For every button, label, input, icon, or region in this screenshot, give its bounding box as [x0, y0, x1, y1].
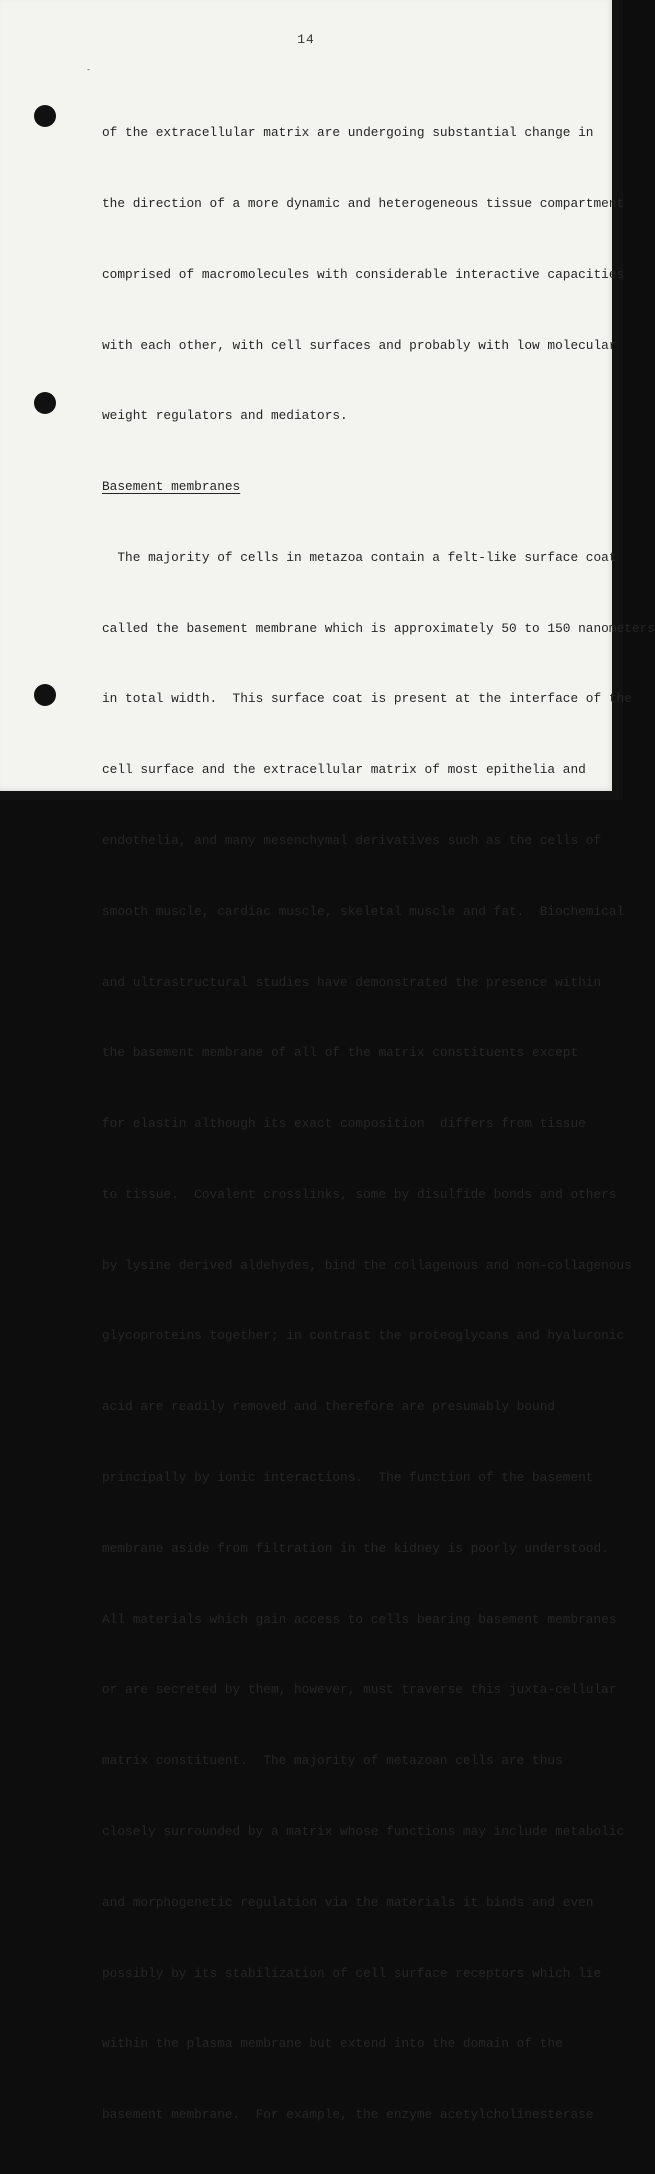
text-line: The majority of cells in metazoa contain a felt-like surface coat: [102, 549, 617, 565]
body-text: [102, 74, 655, 2174]
text-line: of the extracellular matrix are undergoing substantial change in: [102, 125, 594, 141]
text-line: called the basement membrane which is approximately 50 to 150 nanometers: [102, 620, 655, 636]
text-line: endothelia, and many mesenchymal derivatives such as the cells of: [102, 833, 602, 848]
text-line: cell surface and the extracellular matrix of most epithelia and: [102, 762, 586, 778]
text-line: with each other, with cell surfaces and probably with low molecular: [102, 337, 617, 353]
margin-mark: -: [86, 66, 91, 75]
text-line: the direction of a more dynamic and heterogeneous tissue compartment: [102, 195, 625, 211]
punch-hole-bottom: [34, 684, 56, 706]
text-line: within the plasma membrane but extend into the domain of the: [102, 2036, 563, 2052]
text-line: acid are readily removed and therefore are presumably bound: [102, 1399, 556, 1415]
text-line: basement membrane. For example, the enzyme acetylcholinesterase: [102, 2107, 594, 2123]
text-line: for elastin although its exact composition differs from tissue: [102, 1116, 586, 1132]
section-heading: Basement membranes: [102, 479, 241, 495]
section-heading-line: [102, 475, 602, 499]
page-number: 14: [297, 32, 315, 47]
text-line: principally by ionic interactions. The function of the basement: [102, 1470, 594, 1486]
text-line: weight regulators and mediators.: [102, 408, 348, 424]
text-line: matrix constituent. The majority of metazoan cells are thus: [102, 1753, 563, 1769]
text-line: the basement membrane of all of the matrix constituents except: [102, 1045, 579, 1061]
text-line: and morphogenetic regulation via the materials it binds and even: [102, 1894, 594, 1910]
text-line: by lysine derived aldehydes, bind the collagenous and non-collagenous: [102, 1257, 632, 1273]
text-line: membrane aside from filtration in the kidney is poorly understood.: [102, 1540, 609, 1556]
text-line: and ultrastructural studies have demonstrated the presence within: [102, 974, 602, 990]
text-line: comprised of macromolecules with considerable interactive capacities: [102, 266, 625, 282]
punch-hole-middle: [34, 392, 56, 414]
punch-hole-top: [34, 105, 56, 127]
text-line: or are secreted by them, however, must traverse this juxta-cellular: [102, 1682, 617, 1698]
text-line: closely surrounded by a matrix whose functions may include metabolic: [102, 1823, 625, 1839]
text-line: All materials which gain access to cells bearing basement membranes: [102, 1611, 617, 1627]
text-line: in total width. This surface coat is present at the interface of the: [102, 691, 632, 707]
text-line: smooth muscle, cardiac muscle, skeletal muscle and fat. Biochemical: [102, 903, 625, 919]
text-line: glycoproteins together; in contrast the proteoglycans and hyaluronic: [102, 1328, 625, 1344]
text-line: to tissue. Covalent crosslinks, some by disulfide bonds and others: [102, 1186, 617, 1202]
text-line: possibly by its stabilization of cell surface receptors which lie: [102, 1965, 602, 1981]
